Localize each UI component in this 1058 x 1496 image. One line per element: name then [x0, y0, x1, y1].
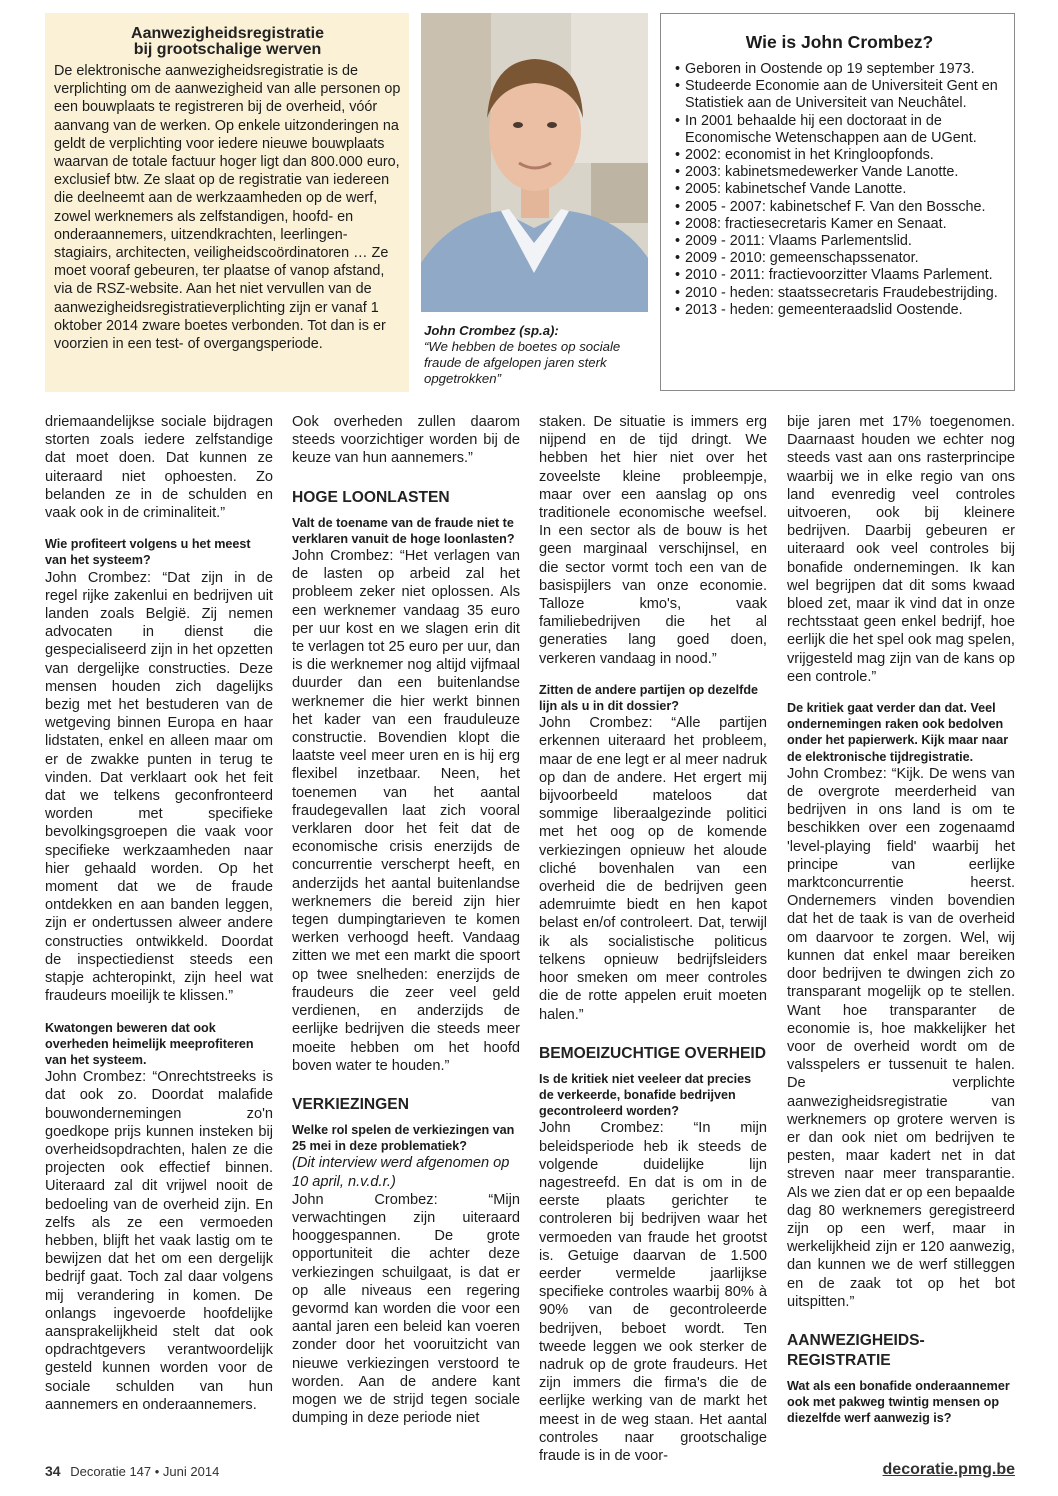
bio-item: • Studeerde Economie aan de Universiteit Gent en Statistiek aan de Universiteit van Neuchâtel. [675, 78, 1004, 112]
interview-question: Zitten de andere partijen op dezelfde lijn als u in dit dossier? [539, 682, 759, 714]
portrait-photo [421, 13, 648, 312]
interview-question: De kritiek gaat verder dan dat. Veel ondernemingen raken ook bedolven onder het papierwerk. Kijk maar naar de elektronische tijdregistratie. [787, 701, 1009, 764]
paragraph: driemaandelijkse sociale bijdragen storten zoals iedere zelfstandige dat moet doen. Dat kunnen ze uiteraard niet ophoesten. Zo belanden ze in de schulden en vaak ook in de criminaliteit.” [45, 414, 273, 522]
interview-question: Wie profiteert volgens u het meest van het systeem? [45, 537, 251, 568]
bio-item: • 2008: fractiesecretaris Kamer en Senaat. [675, 216, 1004, 233]
article-column-2 [292, 413, 520, 1427]
section-heading: AANWEZIGHEIDS-REGISTRATIE [787, 1331, 925, 1369]
bio-item: • 2005 - 2007: kabinetschef F. Van den Bossche. [675, 199, 1004, 216]
page-footer [45, 1463, 219, 1479]
bio-item: • 2013 - heden: gemeenteraadslid Oostende. [675, 302, 1004, 319]
issue-info: Decoratie 147 • Juni 2014 [70, 1464, 220, 1479]
article-column-4 [787, 413, 1015, 1427]
article-column-1 [45, 413, 273, 1414]
bio-list [675, 61, 1004, 319]
bio-item: • 2010 - 2011: fractievoorzitter Vlaams Parlement. [675, 267, 1004, 284]
paragraph: John Crombez: “Kijk. De wens van de overgrote meerderheid van bedrijven in ons land is om te beschikken over een zogenaamd 'level-playing field' waarbij het principe van eerlijke marktconcurrentie heerst. Ondernemers vinden bovendien dat het de taak is van de overheid om daarvoor te zorgen. Wel, wij kunnen dat enkel maar bereiken door bedrijven te dwingen zich zo transparant mogelijk op te stellen. Want hoe transparanter de economie is, hoe makkelijker het voor de overheid wordt om de valsspelers er tussenuit te halen. De verplichte aanwezigheidsregistratie van werknemers op grotere werven is er dan ook niet om bedrijven te pesten, maar kadert net in dat streven naar meer transparantie. Als we zien dat er op een bepaalde dag 80 werknemers geregistreerd zijn op een werf, maar in werkelijkheid zijn er 120 aanwezig, dan kunnen we de werf stilleggen en de zaak tot op het bot uitspitten.” [787, 765, 1015, 1310]
interview-question: Wat als een bonafide onderaannemer ook met pakweg twintig mensen op diezelfde werf aanwezig is? [787, 1378, 1010, 1426]
bio-item: • 2003: kabinetsmedewerker Vande Lanotte. [675, 164, 1004, 181]
section-heading: VERKIEZINGEN [292, 1095, 409, 1113]
section-heading: BEMOEIZUCHTIGE OVERHEID [539, 1044, 766, 1062]
caption-name: John Crombez (sp.a): [424, 323, 559, 338]
sidebar-title-line1: Aanwezigheidsregistratie [131, 25, 324, 42]
bio-box [660, 13, 1015, 391]
paragraph: staken. De situatie is immers erg nijpend en de tijd dringt. We hebben het hier niet over het zoveelste kleine probleempje, maar over een aanslag op ons traditionele economische weefsel. In een sector als de bouw is het geen marginaal verschijnsel, en die sector vormt toch een van de basispijlers van onze economie. Talloze kmo's, vaak familiebedrijven die het al generaties lang goed doen, verkeren vandaag in nood.” [539, 414, 767, 667]
editor-note: (Dit interview werd afgenomen op 10 april, n.v.d.r.) [292, 1155, 510, 1190]
bio-item: • 2010 - heden: staatssecretaris Fraudebestrijding. [675, 285, 1004, 302]
bio-title: Wie is John Crombez? [745, 32, 934, 52]
bio-item: • 2009 - 2010: gemeenschapssenator. [675, 250, 1004, 267]
bio-item: • 2009 - 2011: Vlaams Parlementslid. [675, 233, 1004, 250]
caption-quote: “We hebben de boetes op sociale fraude de afgelopen jaren sterk opgetrokken” [424, 339, 621, 386]
sidebar-title-line2: bij grootschalige werven [133, 41, 322, 58]
bio-item: • Geboren in Oostende op 19 september 1973. [675, 61, 1004, 78]
paragraph: Ook overheden zullen daarom steeds voorzichtiger worden bij de keuze van hun aannemers.” [292, 414, 520, 467]
interview-question: Kwatongen beweren dat ook overheden heimelijk meeprofiteren van het systeem. [45, 1020, 254, 1067]
paragraph: John Crombez: “Mijn verwachtingen zijn uiteraard hooggespannen. De grote opportuniteit die achter deze verkiezingen schuilgaat, is dat er op alle niveaus een regering gevormd kan worden die voor een aantal jaren een beleid kan voeren zonder door het vooruitzicht van nieuwe verkiezingen verstoord te worden. Aan de andere kant mogen we de strijd tegen sociale dumping in deze periode niet [292, 1191, 520, 1427]
article-column-3 [539, 413, 767, 1465]
paragraph: John Crombez: “Alle partijen erkennen uiteraard het probleem, maar de ene legt er al meer nadruk op dan de andere. Het ergert mij bijvoorbeeld mateloos dat sommige liberaalgezinde politici met het oog op de komende verkiezingen opnieuw het aloude cliché bovenhalen van een overheid die de bedrijven geen ademruimte biedt en hen kapot belast en/of controleert. Dat, terwijl ik als socialistische politicus telkens opnieuw bedrijfsleiders hoor smeken om meer controles die de rotte appelen eruit moeten halen.” [539, 715, 767, 1023]
paragraph: John Crombez: “In mijn beleidsperiode heb ik steeds de volgende duidelijke lijn nagestreefd. En dat is om in de eerste plaats gerichter te controleren bij bedrijven waar het vermoeden van fraude het grootst is. Getuige daarvan de 1.500 eerder vermelde jaarlijkse specifieke controles waarbij 80% à 90% van de gecontroleerde bedrijven, beboet wordt. Ten tweede leggen we ook sterker de nadruk op de grote fraudeurs. Het zijn immers die firma's die de eerlijke werking van de markt het meest in de weg staan. Het aantal controles naar grootschalige fraude is in de voor- [539, 1120, 767, 1464]
paragraph: John Crombez: “Het verlagen van de lasten op arbeid zal het probleem zeker niet oplossen. Als een werknemer vandaag 35 euro per uur kost en we slagen erin dit te verlagen tot 25 euro per uur, dan is die werknemer nog altijd vijfmaal duurder dan een buitenlandse werknemer die hier werkt binnen het kader van een frauduleuze constructie. Bovendien klopt die laatste veel meer uren en is hij erg flexibel inzetbaar. Neen, het toenemen van het aantal fraudegevallen laat zich vooral verklaren door het feit dat de economische crisis enerzijds de concurrentie verscherpt heeft, en anderzijds het aantal buitenlandse werknemers die bereid zijn hier tegen dumpingtarieven te komen werken verhoogd heeft. Vandaag zitten we met een markt die spoort op twee snelheden: enerzijds de fraudeurs die zeer veel geld verdienen, en anderzijds de eerlijke bedrijven die steeds meer moeite hebben om het hoofd boven water te houden.” [292, 548, 520, 1074]
bio-item: • 2002: economist in het Kringloopfonds. [675, 147, 1004, 164]
paragraph: John Crombez: “Dat zijn in de regel rijke zakenlui en bedrijven uit landen zoals België. Zij nemen advocaten in dienst die gespecialiseerd zijn in het opzetten van dergelijke constructies. Deze mensen houden zich dagelijks bezig met het bestuderen van de wetgeving binnen Europa en haar lidstaten, enkel en alleen maar om er de zwakke punten in terug te vinden. Dat verklaart ook het feit dat we telkens geconfronteerd worden met specifieke bevolkingsgroepen die vaak voor specifieke werkzaamheden naar hier gehaald worden. Op het moment dat we de fraude ontdekken en aan banden leggen, zijn er ondertussen alweer andere constructies ontwikkeld. Doordat de inspectiedienst steeds een stapje achteropinkt, zijn heel wat fraudeurs moeilijk te klissen.” [45, 569, 273, 1005]
interview-question: Is de kritiek niet veeleer dat precies de verkeerde, bonafide bedrijven gecontroleerd worden? [539, 1071, 752, 1119]
sidebar-body: De elektronische aanwezigheidsregistratie is de verplichting om de aanwezigheid van alle personen op een bouwplaats te registreren bij de overheid, vóór aanvang van de werken. Op enkele uitzonderingen na geldt de verplichting voor iedere nieuwe bouwplaats waarvan de totale factuur hoger ligt dan 800.000 euro, exclusief btw. Ze slaat op de registratie van iedereen die deelneemt aan de werkzaamheden op de werf, zowel werknemers als zelfstandigen, hoofd- en onderaannemers, uitzendkrachten, leerlingen-stagiairs, architecten, veiligheidscoördinatoren … Ze moet vooraf gebeuren, ter plaatse of vanop afstand, via de RSZ-website. Aan het niet vervullen van de aanwezigheidsregistratieverplichting zijn er vanaf 1 oktober 2014 zware boetes verbonden. Tot dan is er voorzien in een test- of overgangsperiode. [54, 63, 401, 353]
paragraph: John Crombez: “Onrechtstreeks is dat ook zo. Doordat malafide bouwondernemingen zo'n goedkope prijs kunnen insteken bij overheidsopdrachten, halen ze die projecten ook effectief binnen. Uiteraard zal dit vrijwel nooit de bedoeling van de overheid zijn. En zelfs als ze een vermoeden hebben, blijft het vaak lastig om te bewijzen dat het om een dergelijk bedrijf gaat. Toch zal daar volgens mij verandering in komen. De onlangs ingevoerde hoofdelijke aansprakelijkheid stelt dat ook opdrachtgevers verantwoordelijk gesteld kunnen worden voor de sociale schulden van hun aannemers en onderaannemers. [45, 1069, 273, 1413]
bio-item: • In 2001 behaalde hij een doctoraat in de Economische Wetenschappen aan de UGent. [675, 113, 1004, 147]
sidebar-title [54, 26, 401, 58]
photo-caption [424, 323, 652, 387]
interview-question: Valt de toename van de fraude niet te verklaren vanuit de hoge loonlasten? [292, 515, 515, 546]
sidebar-box [45, 13, 409, 392]
paragraph: bije jaren met 17% toegenomen. Daarnaast houden we echter nog steeds vast aan ons rasterprincipe waarbij we in elke regio van ons land evenredig veel controles uitvoeren, ook bij kleinere bedrijven. Daarbij gebeuren er uiteraard ook veel controles bij bonafide ondernemingen. Ik kan wel begrijpen dat dit soms kwaad bloed zet, maar ik vind dat in onze rechtsstaat geen enkel bedrijf, hoe eerlijk die het spel ook mag spelen, vrijgesteld mag zijn van de kans op een controle.” [787, 414, 1015, 685]
page-number: 34 [45, 1463, 61, 1479]
section-heading: HOGE LOONLASTEN [292, 488, 450, 506]
interview-question: Welke rol spelen de verkiezingen van 25 mei in deze problematiek? [292, 1122, 515, 1154]
website-link[interactable]: decoratie.pmg.be [882, 1461, 1015, 1478]
bio-item: • 2005: kabinetschef Vande Lanotte. [675, 181, 1004, 198]
